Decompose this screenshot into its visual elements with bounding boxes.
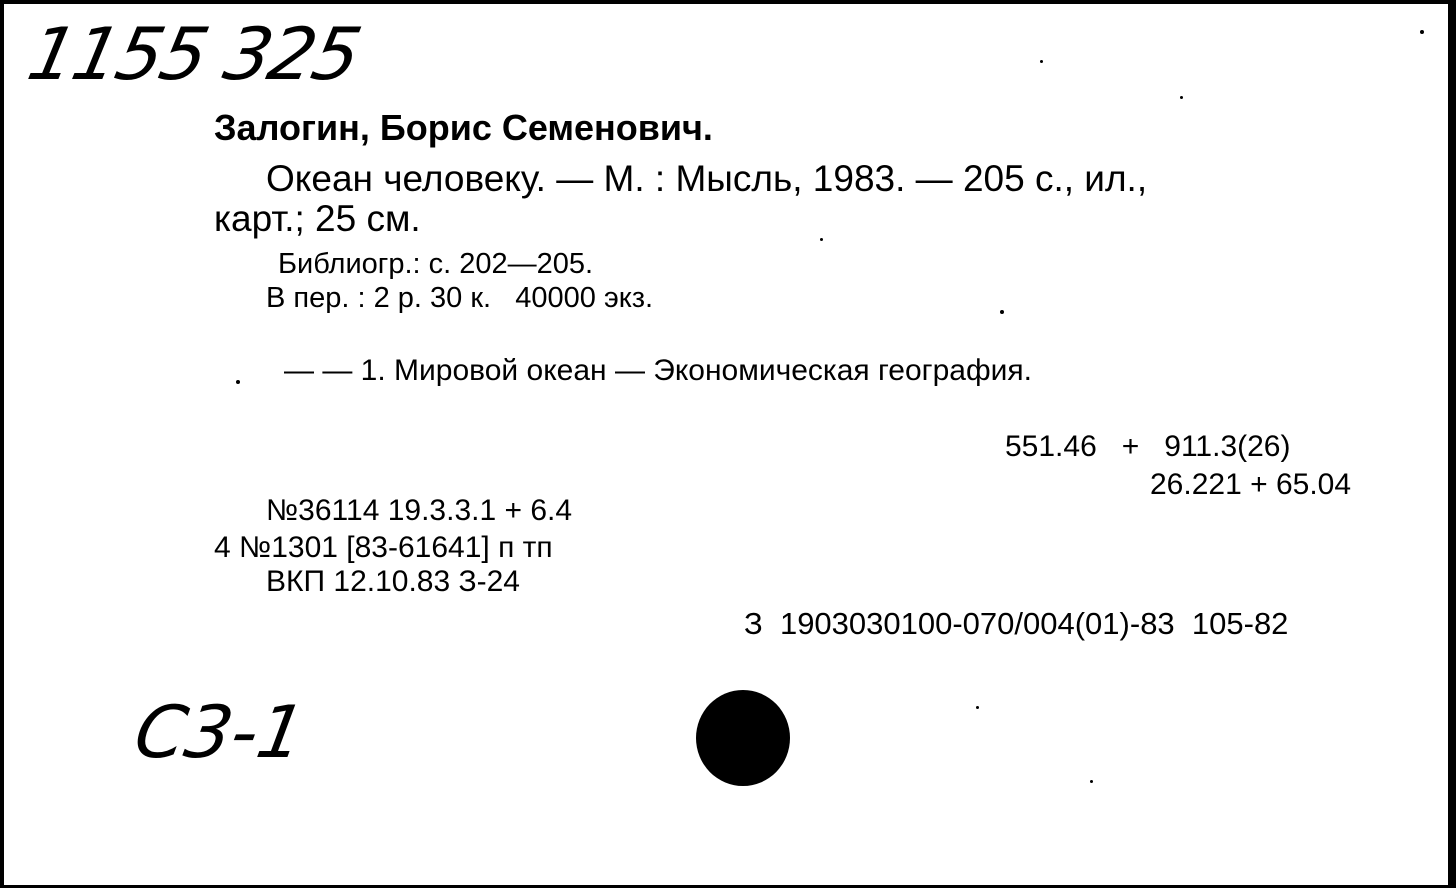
dust-speck	[1420, 30, 1424, 34]
title-line-2: карт.; 25 см.	[214, 198, 421, 239]
classification-line-1: 551.46 + 911.3(26)	[1005, 430, 1291, 463]
order-line-2: 4 №1301 [83-61641] п тп	[214, 531, 553, 564]
order-line-1: №36114 19.3.3.1 + 6.4	[266, 494, 573, 527]
dust-speck	[236, 380, 240, 384]
handwritten-shelf-code: С3-1	[128, 690, 312, 774]
handwritten-inventory-number: 1155 325	[21, 12, 367, 96]
dust-speck	[1040, 60, 1043, 63]
dust-speck	[1180, 96, 1183, 99]
author-heading: Залогин, Борис Семенович.	[214, 107, 713, 148]
card-edge-top	[0, 0, 1456, 4]
price-and-print-run: В пер. : 2 р. 30 к. 40000 экз.	[266, 282, 654, 314]
dust-speck	[1000, 310, 1004, 314]
dust-speck	[1090, 780, 1093, 783]
classification-line-2: 26.221 + 65.04	[1150, 468, 1352, 501]
order-line-3: ВКП 12.10.83 З-24	[266, 565, 520, 598]
dust-speck	[820, 238, 823, 241]
card-punch-hole	[696, 690, 790, 786]
bibliography-note: Библиогр.: с. 202—205.	[278, 248, 594, 280]
title-line-1: Океан человеку. — М. : Мысль, 1983. — 205 с., ил.,	[266, 158, 1148, 199]
card-edge-right	[1448, 0, 1456, 888]
isbn-code-line: З 1903030100-070/004(01)-83 105-82	[744, 606, 1289, 641]
dust-speck	[976, 706, 979, 709]
subject-heading: — — 1. Мировой океан — Экономическая география.	[284, 354, 1032, 387]
card-edge-left	[0, 0, 4, 888]
